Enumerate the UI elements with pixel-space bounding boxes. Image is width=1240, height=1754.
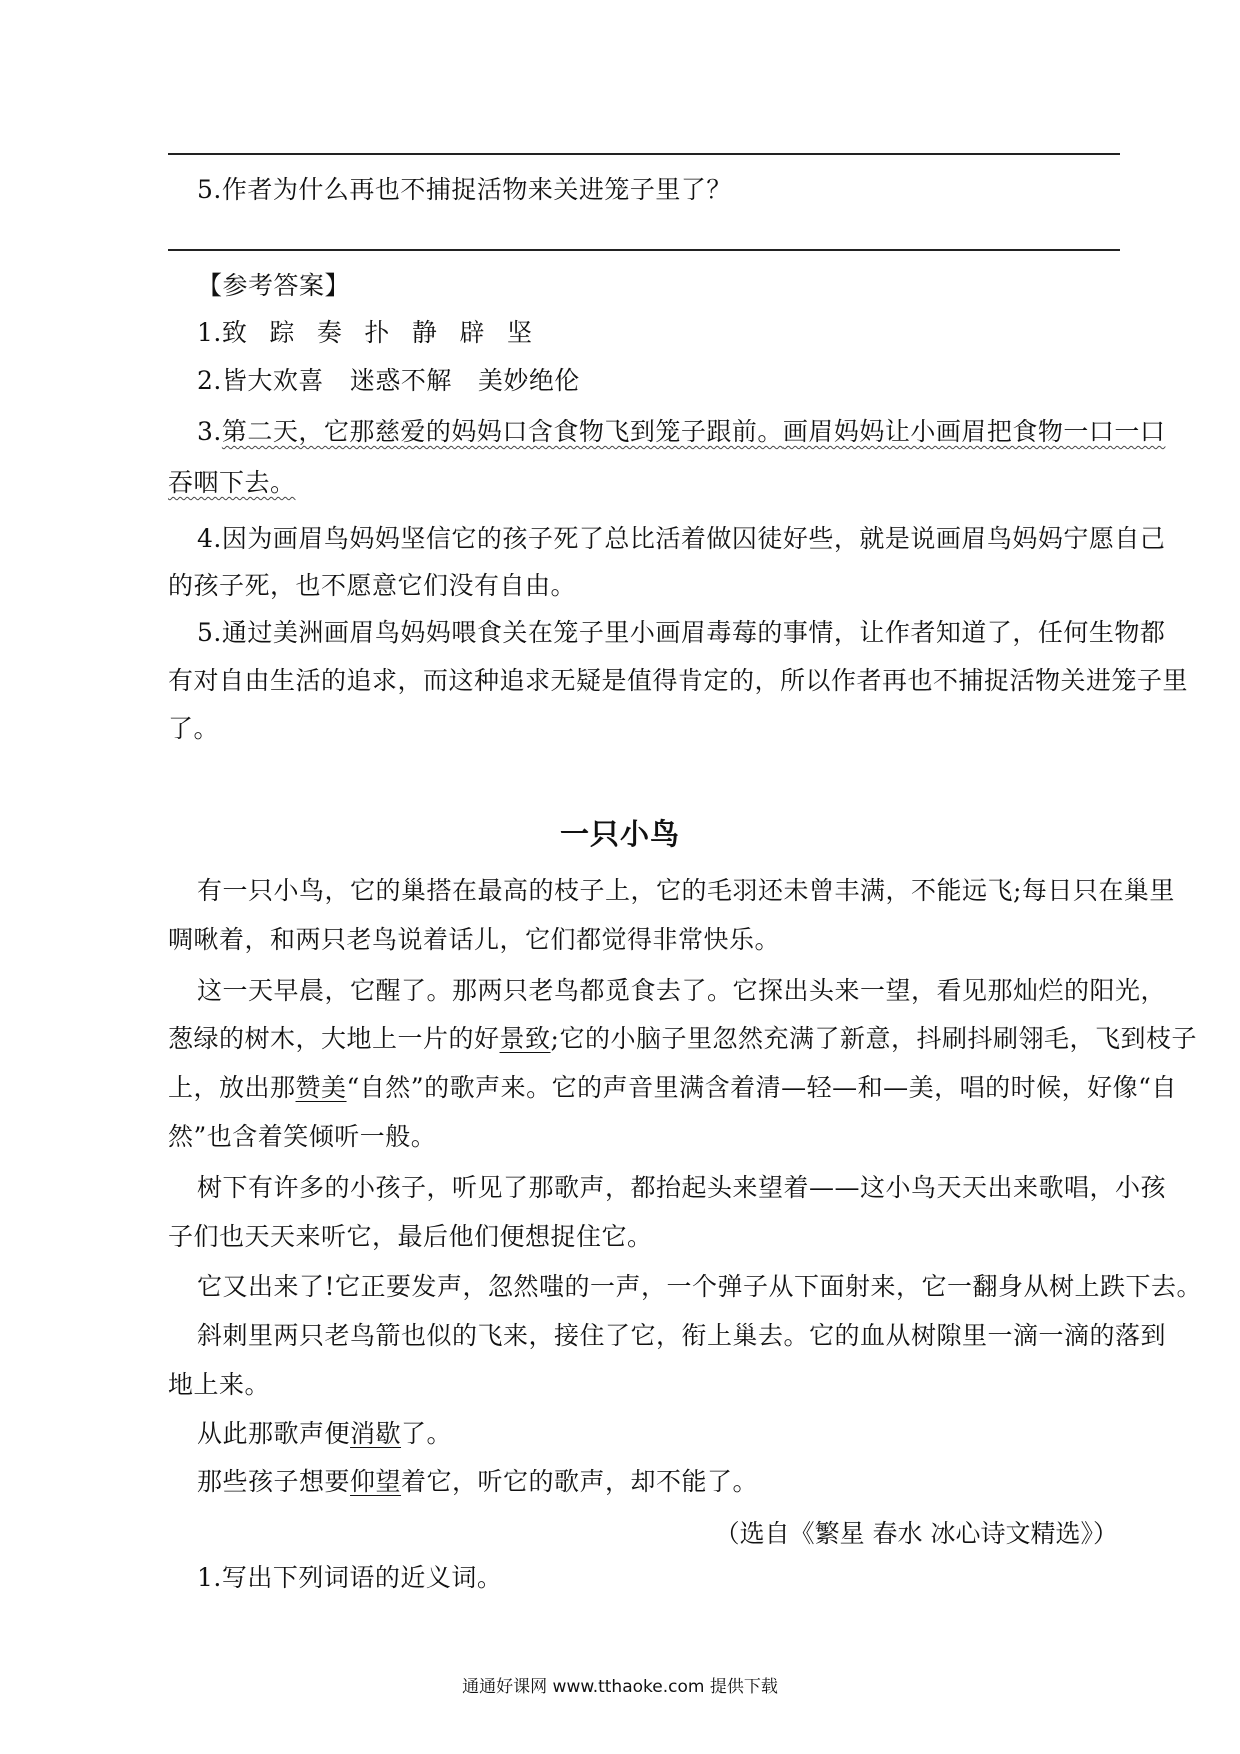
paragraph-7 bbox=[197, 1467, 758, 1497]
underlined-word: 景致 bbox=[499, 1024, 551, 1053]
question-1: 1.写出下列词语的近义词。 bbox=[197, 1563, 503, 1592]
answer-3-wavy-text: 第二天，它那慈爱的妈妈口含食物飞到笼子跟前。 bbox=[221, 417, 783, 446]
answer-2-prefix: 2. bbox=[197, 366, 222, 395]
paragraph-2-line-4: 然”也含着笑倾听一般。 bbox=[168, 1122, 437, 1151]
answer-5-line-1: 5.通过美洲画眉鸟妈妈喂食关在笼子里小画眉毒莓的事情，让作者知道了，任何生物都 bbox=[197, 618, 1166, 647]
paragraph-1-line-1: 有一只小鸟，它的巢搭在最高的枝子上，它的毛羽还未曾丰满，不能远飞;每日只在巢里 bbox=[197, 876, 1175, 905]
answer-heading: 【参考答案】 bbox=[197, 271, 351, 300]
text-run: “自然”的歌声来。它的声音里满含着清—轻—和—美，唱的时候，好像“自 bbox=[346, 1073, 1177, 1102]
underlined-word: 消歇 bbox=[350, 1419, 402, 1448]
text-run: 那些孩子想要 bbox=[197, 1467, 351, 1496]
text-run: 着它，听它的歌声，却不能了。 bbox=[401, 1467, 759, 1496]
answer-blank-line bbox=[168, 249, 1120, 251]
question-5: 5.作者为什么再也不捕捉活物来关进笼子里了？ bbox=[197, 175, 732, 204]
answer-4-line-2: 的孩子死，也不愿意它们没有自由。 bbox=[168, 571, 577, 600]
paragraph-5-line-1: 斜刺里两只老鸟箭也似的飞来，接住了它，衔上巢去。它的血从树隙里一滴一滴的落到 bbox=[197, 1321, 1167, 1350]
paragraph-4-line-1: 它又出来了!它正要发声，忽然嗤的一声，一个弹子从下面射来，它一翻身从树上跌下去。 bbox=[197, 1272, 1203, 1301]
text-run: 了。 bbox=[401, 1419, 453, 1448]
source-citation: （选自《繁星 春水 冰心诗文精选》） bbox=[714, 1519, 1118, 1548]
answer-1-char: 致 bbox=[221, 318, 248, 347]
answer-2-word: 皆大欢喜 bbox=[221, 366, 324, 395]
story-title: 一只小鸟 bbox=[559, 817, 680, 851]
text-run: 从此那歌声便 bbox=[197, 1419, 351, 1448]
paragraph-2-line-1: 这一天早晨，它醒了。那两只老鸟都觅食去了。它探出头来一望，看见那灿烂的阳光， bbox=[197, 976, 1167, 1005]
answer-5-line-2: 有对自由生活的追求，而这种追求无疑是值得肯定的，所以作者再也不捕捉活物关进笼子里 bbox=[168, 666, 1189, 695]
answer-1-char: 奏 bbox=[316, 318, 343, 347]
answer-3-line-1 bbox=[197, 417, 1165, 447]
answer-2-word: 迷惑不解 bbox=[349, 366, 452, 395]
answer-3-wavy-text: 画眉妈妈让小画眉把食物一口一口 bbox=[782, 417, 1166, 446]
answer-blank-line bbox=[168, 153, 1120, 155]
answer-4-line-1: 4.因为画眉鸟妈妈坚信它的孩子死了总比活着做囚徒好些，就是说画眉鸟妈妈宁愿自己 bbox=[197, 524, 1166, 553]
answer-1-char: 辟 bbox=[459, 318, 485, 347]
text-run: 上，放出那 bbox=[168, 1073, 296, 1102]
underlined-word: 赞美 bbox=[295, 1073, 347, 1102]
paragraph-2-line-3 bbox=[168, 1073, 1177, 1103]
paragraph-3-line-1: 树下有许多的小孩子，听见了那歌声，都抬起头来望着——这小鸟天天出来歌唱，小孩 bbox=[197, 1173, 1167, 1202]
answer-2-word: 美妙绝伦 bbox=[477, 366, 580, 395]
answer-2 bbox=[197, 366, 606, 396]
page-footer: 通通好课网 www.tthaoke.com 提供下载 bbox=[462, 1677, 778, 1697]
answer-1-char: 扑 bbox=[364, 318, 390, 347]
answer-1-char: 踪 bbox=[269, 318, 295, 347]
paragraph-2-line-2 bbox=[168, 1024, 1197, 1054]
text-run: 葱绿的树木，大地上一片的好 bbox=[168, 1024, 500, 1053]
answer-3-prefix: 3. bbox=[197, 417, 222, 446]
text-run: ;它的小脑子里忽然充满了新意，抖刷抖刷翎毛，飞到枝子 bbox=[550, 1024, 1197, 1053]
answer-3-wavy-text: 吞咽下去。 bbox=[168, 468, 296, 497]
paragraph-6 bbox=[197, 1419, 452, 1449]
answer-1-prefix: 1. bbox=[197, 318, 222, 347]
answer-1-char: 坚 bbox=[506, 318, 533, 347]
answer-5-line-3: 了。 bbox=[168, 714, 220, 743]
answer-1-char: 静 bbox=[411, 318, 438, 347]
underlined-word: 仰望 bbox=[350, 1467, 402, 1496]
answer-1 bbox=[197, 318, 554, 348]
paragraph-5-line-2: 地上来。 bbox=[168, 1370, 271, 1399]
paragraph-3-line-2: 子们也天天来听它，最后他们便想捉住它。 bbox=[168, 1222, 653, 1251]
paragraph-1-line-2: 啁啾着，和两只老鸟说着话儿，它们都觉得非常快乐。 bbox=[168, 925, 781, 954]
answer-3-line-2 bbox=[168, 468, 296, 498]
